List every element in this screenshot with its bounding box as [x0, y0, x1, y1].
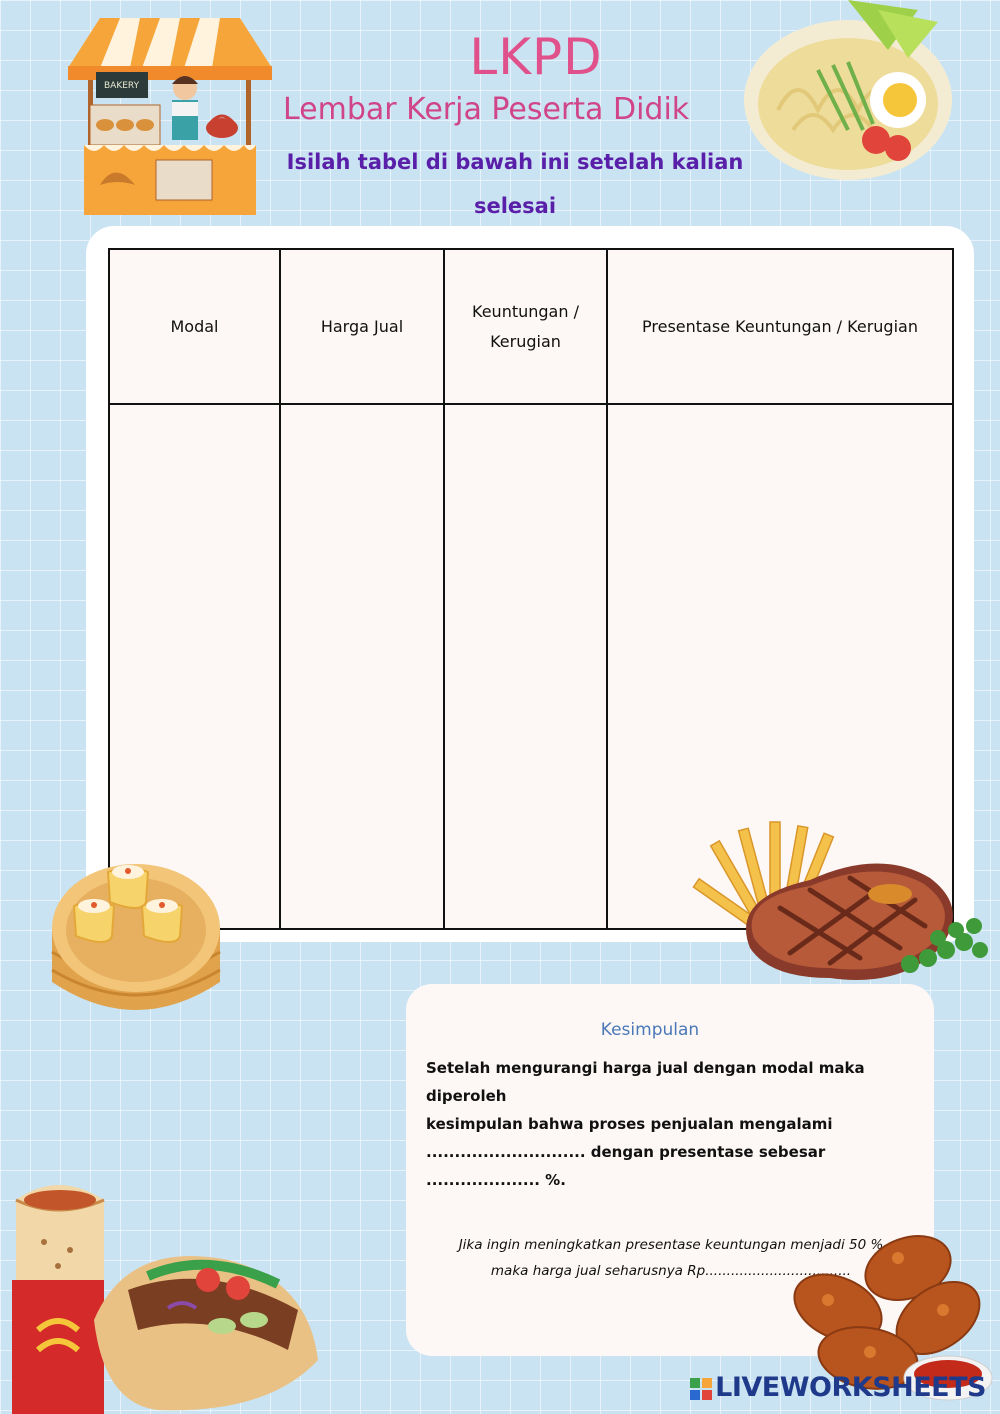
- conclusion-line-3[interactable]: ............................ dengan presentase sebesar .................... %.: [426, 1143, 826, 1189]
- column-harga-jual: Harga Jual: [280, 249, 444, 404]
- conclusion-text: [426, 1054, 916, 1194]
- note-line-2[interactable]: maka harga jual seharusnya Rp..................................: [490, 1263, 852, 1279]
- liveworksheets-logo-icon: [690, 1378, 712, 1400]
- page-title: LKPD: [469, 28, 603, 86]
- note-line-1: Jika ingin meningkatkan presentase keuntungan menjadi 50 %: [458, 1237, 884, 1253]
- page-subtitle: Lembar Kerja Peserta Didik: [283, 92, 690, 127]
- bakery-stall-illustration: [60, 10, 280, 220]
- steak-fries-illustration: [710, 818, 1000, 998]
- table-header-row: [109, 249, 953, 404]
- instruction-line-1: Isilah tabel di bawah ini setelah kalian selesai: [286, 150, 744, 218]
- column-keuntungan-kerugian: Keuntungan / Kerugian: [444, 249, 607, 404]
- kebab-wrap-illustration: [8, 1180, 328, 1414]
- column-modal: Modal: [109, 249, 280, 404]
- bakery-sign: BAKERY: [104, 81, 140, 91]
- conclusion-title: Kesimpulan: [600, 1020, 700, 1040]
- dimsum-basket-illustration: [46, 842, 226, 1022]
- conclusion-line-2: kesimpulan bahwa proses penjualan mengalami: [426, 1115, 833, 1133]
- column-presentase: Presentase Keuntungan / Kerugian: [607, 249, 953, 404]
- cell-keuntungan-kerugian[interactable]: [444, 404, 607, 929]
- noodle-bowl-illustration: [738, 0, 958, 225]
- watermark: LIVEWORKSHEETS: [715, 1372, 986, 1403]
- conclusion-line-1: Setelah mengurangi harga jual dengan modal maka diperoleh: [426, 1059, 865, 1105]
- cell-harga-jual[interactable]: [280, 404, 444, 929]
